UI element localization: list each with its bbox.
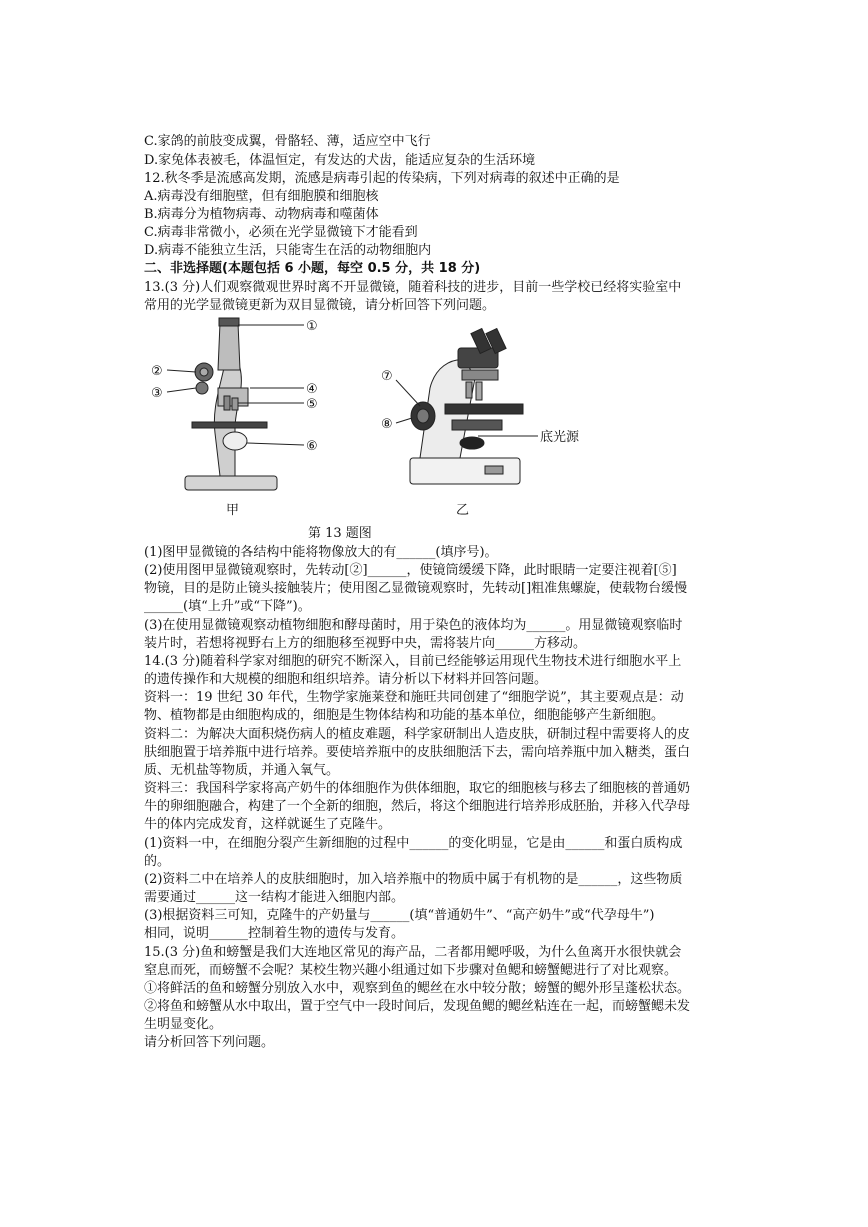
label-3: ③ (151, 386, 163, 401)
label-2: ② (151, 364, 163, 379)
figure-caption: 第 13 题图 (308, 526, 372, 541)
material-3-cont: 牛的卵细胞融合，构建了一个全新的细胞，然后，将这个细胞进行培养形成胚胎，并移入代孕母 (144, 799, 691, 814)
q15-prompt: 请分析回答下列问题。 (144, 1035, 275, 1050)
label-6: ⑥ (306, 439, 318, 454)
q13-part1: (1)图甲显微镜的各结构中能将物像放大的有______(填序号)。 (144, 545, 498, 560)
q13-part3: (3)在使用显微镜观察动植物细胞和酵母菌时，用于染色的液体均为______。用显微镜观察临时 (144, 618, 683, 633)
section-heading: 二、非选择题(本题包括 6 小题，每空 0.5 分，共 18 分) (144, 261, 481, 276)
q15-step2-cont: 生明显变化。 (144, 1017, 223, 1032)
label-7: ⑦ (381, 369, 393, 384)
material-2: 资料二：为解决大面积烧伤病人的植皮难题，科学家研制出人造皮肤，研制过程中需要将人的皮 (144, 727, 691, 742)
q14-part2: (2)资料二中在培养人的皮肤细胞时，加入培养瓶中的物质中属于有机物的是______，这些物质 (144, 872, 683, 887)
q14-part1: (1)资料一中，在细胞分裂产生新细胞的过程中______的变化明显，它是由______和蛋白质构成 (144, 836, 683, 851)
label-1: ① (306, 319, 318, 334)
option-c-11: C.家鸽的前肢变成翼，骨骼轻、薄，适应空中飞行 (144, 134, 431, 149)
material-3: 资料三：我国科学家将高产奶牛的体细胞作为供体细胞，取它的细胞核与移去了细胞核的普通奶 (144, 781, 691, 796)
label-5: ⑤ (306, 397, 318, 412)
material-2-cont2: 质、无机盐等物质，并通入氧气。 (144, 763, 340, 778)
q13-part3-cont: 装片时，若想将视野右上方的细胞移至视野中央，需将装片向______方移动。 (144, 636, 587, 651)
q14-part1-cont: 的。 (144, 854, 171, 869)
question-13: 13.(3 分)人们观察微观世界时离不开显微镜，随着科技的进步，目前一些学校已经将实验室中 (144, 280, 682, 295)
label-8: ⑧ (381, 417, 393, 432)
q15-step2: ②将鱼和螃蟹从水中取出，置于空气中一段时间后，发现鱼鳃的鳃丝粘连在一起，而螃蟹鳃未发 (144, 999, 691, 1014)
question-12: 12.秋冬季是流感高发期，流感是病毒引起的传染病，下列对病毒的叙述中正确的是 (144, 171, 620, 186)
light-source-label: 底光源 (540, 430, 580, 445)
question-13-cont: 常用的光学显微镜更新为双目显微镜，请分析回答下列问题。 (144, 298, 496, 313)
option-d-11: D.家兔体表被毛，体温恒定，有发达的犬齿，能适应复杂的生活环境 (144, 153, 536, 168)
q15-step1: ①将鲜活的鱼和螃蟹分别放入水中，观察到鱼的鳃丝在水中较分散；螃蟹的鳃外形呈蓬松状态。 (144, 981, 691, 996)
binocular-microscope (410, 328, 523, 484)
option-a-12: A.病毒没有细胞壁，但有细胞膜和细胞核 (144, 189, 379, 204)
question-15: 15.(3 分)鱼和螃蟹是我们大连地区常见的海产品，二者都用鳃呼吸，为什么鱼离开水很快就会 (144, 945, 682, 960)
label-4: ④ (306, 382, 318, 397)
microscope-illustration (140, 308, 660, 538)
figure-name-left: 甲 (226, 503, 240, 518)
monocular-microscope (185, 318, 277, 490)
figure-name-right: 乙 (456, 503, 470, 518)
q13-part2-cont: 物镜，目的是防止镜头接触装片；使用图乙显微镜观察时，先转动[]粗准焦螺旋，使载物台缓慢 (144, 581, 688, 596)
option-b-12: B.病毒分为植物病毒、动物病毒和噬菌体 (144, 207, 379, 222)
material-1-cont: 物、植物都是由细胞构成的，细胞是生物体结构和功能的基本单位，细胞能够产生新细胞。 (144, 708, 665, 723)
microscope-figure (140, 308, 660, 541)
question-14-cont: 的遗传操作和大规模的细胞和组织培养。请分析以下材料并回答问题。 (144, 672, 548, 687)
q14-part2-cont: 需要通过______这一结构才能进入细胞内部。 (144, 890, 405, 905)
question-15-cont: 窒息而死，而螃蟹不会呢？某校生物兴趣小组通过如下步骤对鱼鳃和螃蟹鳃进行了对比观察。 (144, 963, 678, 978)
option-c-12: C.病毒非常微小，必须在光学显微镜下才能看到 (144, 225, 418, 240)
q14-part3: (3)根据资料三可知，克隆牛的产奶量与______(填“普通奶牛”、“高产奶牛”或“代孕母牛”) (144, 908, 655, 923)
material-1: 资料一：19 世纪 30 年代，生物学家施莱登和施旺共同创建了“细胞学说”，其主要观点是：动 (144, 690, 684, 705)
material-2-cont: 肤细胞置于培养瓶中进行培养。要使培养瓶中的皮肤细胞活下去，需向培养瓶中加入糖类，蛋白 (144, 745, 691, 760)
q13-part2-cont2: ______(填“上升”或“下降”)。 (144, 599, 311, 614)
question-14: 14.(3 分)随着科学家对细胞的研究不断深入，目前已经能够运用现代生物技术进行细胞水平上 (144, 654, 682, 669)
material-3-cont2: 牛的体内完成发育，这样就诞生了克隆牛。 (144, 817, 392, 832)
q13-part2: (2)使用图甲显微镜观察时，先转动[②]______，使镜筒缓缓下降，此时眼睛一定要注视着[⑤] (144, 563, 677, 578)
q14-part3-cont: 相同，说明______控制着生物的遗传与发育。 (144, 926, 405, 941)
option-d-12: D.病毒不能独立生活，只能寄生在活的动物细胞内 (144, 243, 432, 258)
